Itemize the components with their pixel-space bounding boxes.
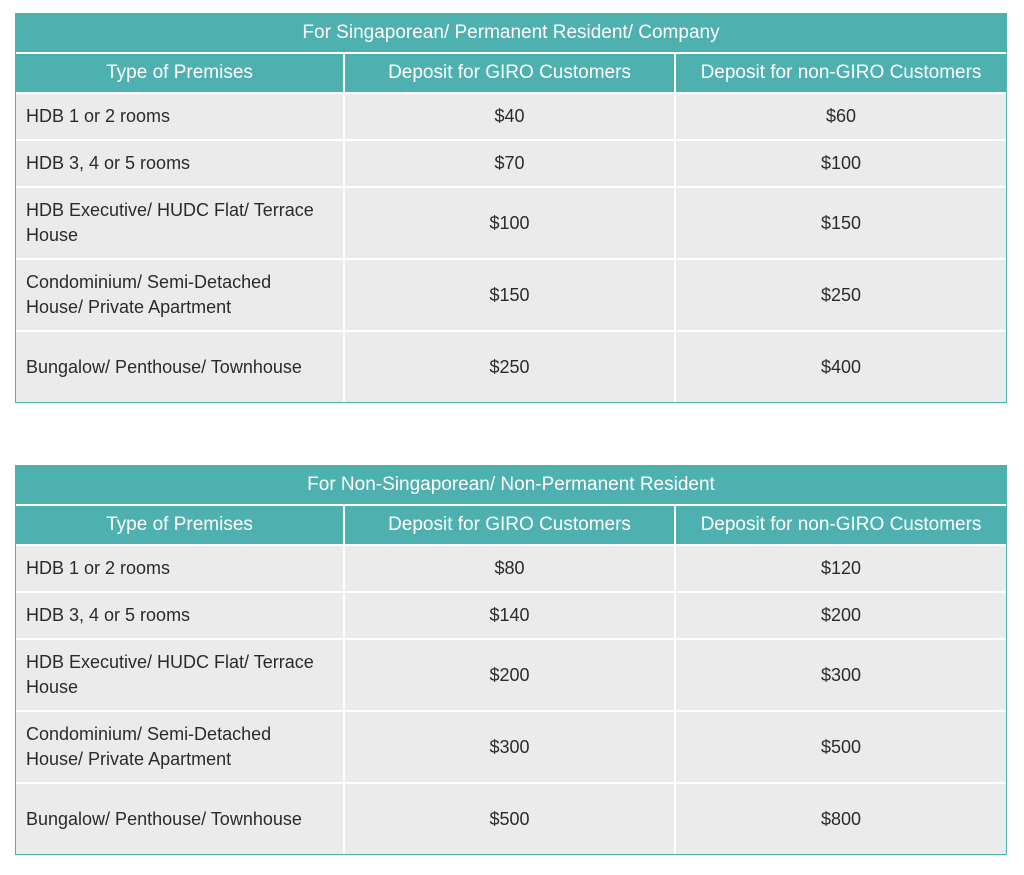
table-row: [16, 258, 1006, 330]
non-giro-deposit-cell: $60: [825, 106, 857, 126]
premises-type-cell: Bungalow/ Penthouse/ Townhouse: [16, 332, 345, 402]
table-row: [16, 139, 1006, 186]
non-giro-deposit-cell: $400: [820, 356, 862, 377]
non-giro-deposit-cell: $120: [820, 558, 862, 578]
table-row: [16, 544, 1006, 591]
deposit-table-residents: [15, 13, 1007, 403]
table-row: [16, 782, 1006, 854]
table-row: [16, 92, 1006, 139]
premises-type-cell: HDB 3, 4 or 5 rooms: [16, 593, 345, 638]
giro-deposit-cell: $100: [345, 188, 676, 258]
non-giro-deposit-cell: $200: [820, 605, 862, 625]
premises-type-cell: Condominium/ Semi-Detached House/ Private Apartment: [16, 712, 345, 782]
giro-deposit-cell: $40: [345, 94, 676, 139]
non-giro-deposit-cell: $800: [820, 808, 862, 829]
non-giro-deposit-cell: $300: [820, 664, 862, 685]
premises-type-cell: HDB Executive/ HUDC Flat/ Terrace House: [16, 188, 345, 258]
premises-type-cell: HDB 1 or 2 rooms: [16, 546, 345, 591]
table-row: [16, 710, 1006, 782]
table-caption: For Non-Singaporean/ Non-Permanent Resident: [16, 466, 1006, 506]
table-caption: For Singaporean/ Permanent Resident/ Company: [16, 14, 1006, 54]
premises-type-cell: HDB 3, 4 or 5 rooms: [16, 141, 345, 186]
premises-type-cell: HDB Executive/ HUDC Flat/ Terrace House: [16, 640, 345, 710]
giro-deposit-cell: $140: [345, 593, 676, 638]
header-non-giro-deposit: Deposit for non-GIRO Customers: [700, 62, 982, 83]
table-row: [16, 330, 1006, 402]
header-type-of-premises: Type of Premises: [16, 506, 345, 544]
table-row: [16, 638, 1006, 710]
giro-deposit-cell: $300: [345, 712, 676, 782]
giro-deposit-cell: $150: [345, 260, 676, 330]
header-type-of-premises: Type of Premises: [16, 54, 345, 92]
premises-type-cell: Condominium/ Semi-Detached House/ Private Apartment: [16, 260, 345, 330]
non-giro-deposit-cell: $150: [820, 212, 862, 233]
premises-type-cell: Bungalow/ Penthouse/ Townhouse: [16, 784, 345, 854]
non-giro-deposit-cell: $500: [820, 736, 862, 757]
table-header-row: [16, 506, 1006, 544]
giro-deposit-cell: $70: [345, 141, 676, 186]
giro-deposit-cell: $80: [345, 546, 676, 591]
premises-type-cell: HDB 1 or 2 rooms: [16, 94, 345, 139]
table-row: [16, 186, 1006, 258]
header-non-giro-deposit: Deposit for non-GIRO Customers: [700, 514, 982, 535]
giro-deposit-cell: $250: [345, 332, 676, 402]
header-giro-deposit: Deposit for GIRO Customers: [345, 506, 676, 544]
giro-deposit-cell: $200: [345, 640, 676, 710]
non-giro-deposit-cell: $100: [820, 153, 862, 173]
non-giro-deposit-cell: $250: [820, 284, 862, 305]
table-header-row: [16, 54, 1006, 92]
giro-deposit-cell: $500: [345, 784, 676, 854]
table-row: [16, 591, 1006, 638]
header-giro-deposit: Deposit for GIRO Customers: [345, 54, 676, 92]
deposit-table-non-residents: [15, 465, 1007, 855]
